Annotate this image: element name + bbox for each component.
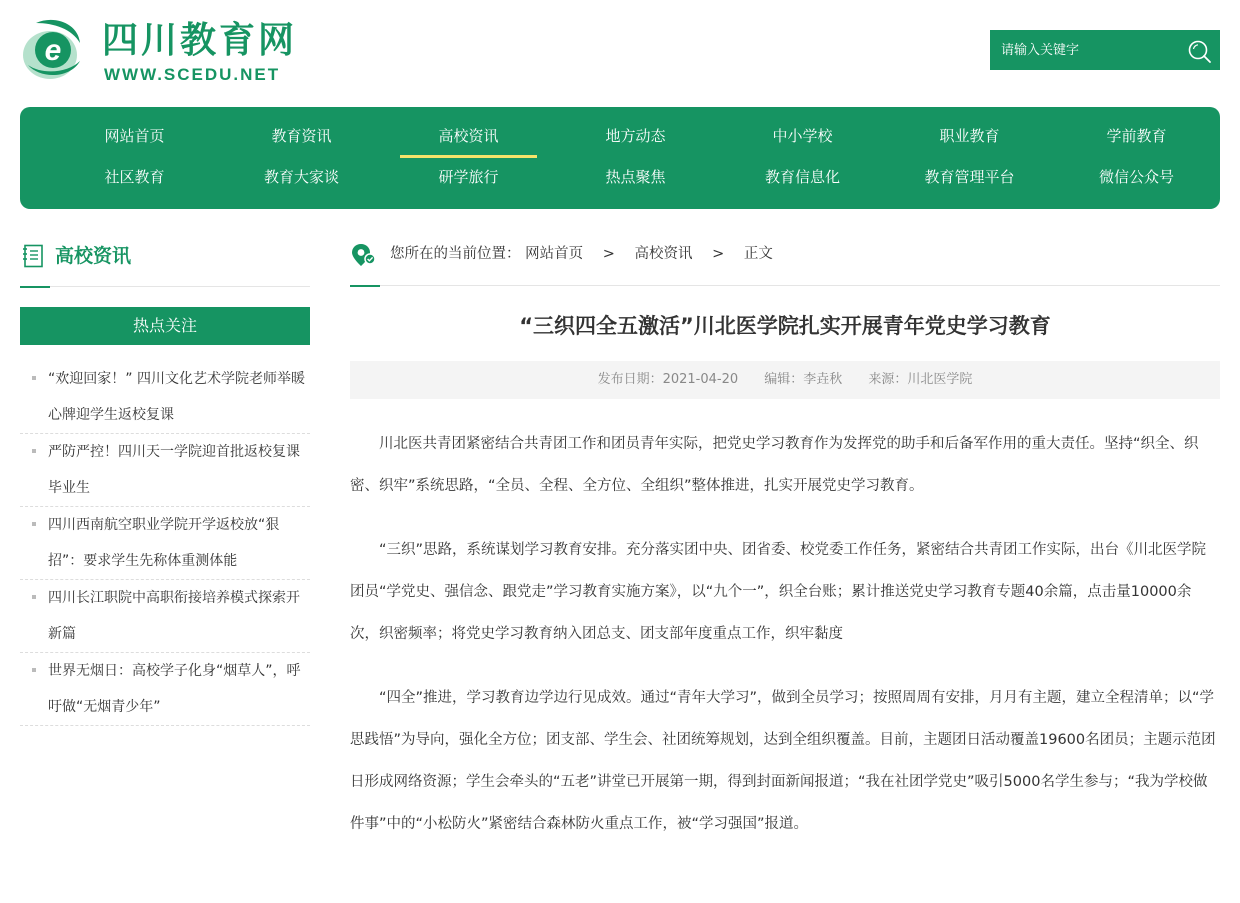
- list-item-text: 四川西南航空职业学院开学返校放“狠招”：要求学生先称体重测体能: [48, 517, 280, 569]
- list-item-text: 世界无烟日：高校学子化身“烟草人”，呼吁做“无烟青少年”: [48, 663, 301, 715]
- source: 来源：川北医学院: [868, 372, 973, 387]
- breadcrumb-home[interactable]: 网站首页: [525, 246, 584, 262]
- nav-item-study-travel[interactable]: 研学旅行: [438, 168, 499, 186]
- list-item[interactable]: [20, 361, 310, 434]
- nav-row-1: [20, 117, 1220, 157]
- article-paragraph: “四全”推进，学习教育边学边行见成效。通过“青年大学习”，做到全员学习；按照周周有安排，月月有主题，建立全程清单；以“学思践悟”为导向，强化全方位；团支部、学生会、社团统筹规划，达到全组织覆盖。目前，主题团日活动覆盖19600名团员；主题示范团日形成网络资源；学生会牵头的“五老”讲堂已开展第一期，得到封面新闻报道；“我在社团学党史”吸引5000名学生参与；“我为学校做件事”中的“小松防火”紧密结合森林防火重点工作，被“学习强国”报道。: [350, 690, 1216, 832]
- list-item-text: 四川长江职院中高职衔接培养模式探索开新篇: [48, 590, 300, 642]
- list-item-text: “欢迎回家！” 四川文化艺术学院老师举暖心牌迎学生返校复课: [48, 371, 305, 423]
- list-item-text: 严防严控！四川天一学院迎首批返校复课毕业生: [48, 444, 300, 496]
- nav-row-2: [20, 158, 1220, 198]
- book-icon: [22, 244, 44, 268]
- main-nav: [20, 107, 1220, 209]
- nav-item-management-platform[interactable]: 教育管理平台: [924, 168, 1015, 186]
- nav-item-vocational[interactable]: 职业教育: [939, 127, 1000, 145]
- breadcrumb-separator: >: [712, 246, 725, 262]
- nav-item-local-news[interactable]: 地方动态: [605, 127, 666, 145]
- list-item[interactable]: [20, 653, 310, 726]
- breadcrumb-current: 正文: [743, 246, 773, 262]
- list-item[interactable]: [20, 434, 310, 507]
- nav-item-university-news[interactable]: 高校资讯: [385, 117, 552, 157]
- sidebar-header: [20, 240, 310, 287]
- nav-item-hot-topics[interactable]: 热点聚焦: [605, 168, 666, 186]
- publish-date: 发布日期：2021-04-20: [597, 372, 739, 387]
- hot-topics-header: 热点关注: [20, 307, 310, 345]
- article-meta: [350, 361, 1220, 399]
- list-item[interactable]: [20, 580, 310, 653]
- location-icon: [350, 242, 376, 268]
- article-body: [350, 423, 1220, 867]
- svg-text:e: e: [44, 34, 62, 67]
- editor: 编辑：李垚秋: [764, 372, 843, 387]
- article-paragraph: “三织”思路，系统谋划学习教育安排。充分落实团中央、团省委、校党委工作任务，紧密结合共青团工作实际，出台《川北医学院团员“学党史、强信念、跟党走”学习教育实施方案》，以“九个一”，织全台账；累计推送党史学习教育专题40余篇，点击量10000余次，织密频率；将党史学习教育纳入团总支、团支部年度重点工作，织牢黏度: [350, 542, 1207, 642]
- hot-topics-list: [20, 361, 310, 726]
- breadcrumb: [350, 238, 1220, 286]
- nav-item-preschool[interactable]: 学前教育: [1106, 127, 1167, 145]
- article-paragraph: 川北医共青团紧密结合共青团工作和团员青年实际，把党史学习教育作为发挥党的助手和后备军作用的重大责任。坚持“织全、织密、织牢”系统思路，“全员、全程、全方位、全组织”整体推进，扎实开展党史学习教育。: [350, 436, 1199, 494]
- sidebar-title: 高校资讯: [55, 245, 132, 267]
- nav-item-forum[interactable]: 教育大家谈: [263, 168, 339, 186]
- article-title: “三织四全五激活”川北医学院扎实开展青年党史学习教育: [519, 314, 1051, 338]
- breadcrumb-trail: [390, 238, 773, 270]
- breadcrumb-separator: >: [602, 246, 615, 262]
- nav-item-home[interactable]: 网站首页: [104, 127, 165, 145]
- search-input[interactable]: [990, 30, 1178, 70]
- list-item[interactable]: [20, 507, 310, 580]
- nav-item-informatization[interactable]: 教育信息化: [764, 168, 840, 186]
- search-icon[interactable]: [1186, 38, 1212, 64]
- breadcrumb-category[interactable]: 高校资讯: [634, 246, 693, 262]
- nav-item-education-news[interactable]: 教育资讯: [271, 127, 332, 145]
- nav-item-k12-schools[interactable]: 中小学校: [772, 127, 833, 145]
- site-name-cn: 四川教育网: [102, 20, 298, 61]
- nav-item-community[interactable]: 社区教育: [104, 168, 165, 186]
- logo-e-icon: [20, 17, 84, 81]
- search-box: [990, 30, 1220, 70]
- nav-item-wechat[interactable]: 微信公众号: [1098, 168, 1174, 186]
- breadcrumb-prefix: 您所在的当前位置：: [390, 246, 521, 262]
- site-url: WWW.SCEDU.NET: [104, 65, 281, 84]
- site-logo[interactable]: [20, 17, 320, 85]
